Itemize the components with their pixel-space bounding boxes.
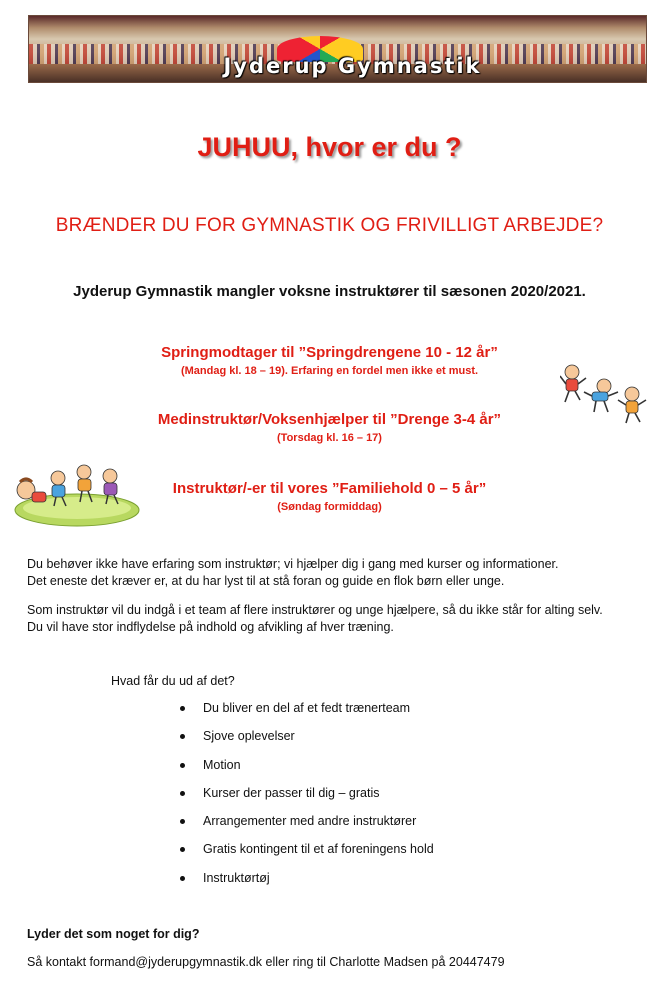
bullet-icon (180, 734, 185, 739)
bullet-icon (180, 819, 185, 824)
team-paragraph (27, 602, 647, 636)
page-subtitle: BRÆNDER DU FOR GYMNASTIK OG FRIVILLIGT ARBEJDE? (55, 215, 604, 236)
list-item-text: Motion (203, 757, 241, 772)
list-item (178, 758, 434, 786)
header-banner (28, 15, 647, 83)
position-detail: (Søndag formiddag) (277, 501, 382, 513)
list-item-text: Kurser der passer til dig – gratis (203, 785, 380, 800)
list-item (178, 701, 434, 729)
intro-paragraph (27, 556, 647, 590)
list-item-text: Arrangementer med andre instruktører (203, 814, 417, 829)
paragraph-line: Du behøver ikke have erfaring som instruktør; vi hjælper dig i gang med kurser og informationer. (27, 557, 559, 571)
list-item (178, 814, 434, 842)
benefits-list (178, 701, 434, 899)
position-detail: (Torsdag kl. 16 – 17) (277, 432, 382, 444)
list-item (178, 786, 434, 814)
bullet-icon (180, 847, 185, 852)
list-item-text: Sjove oplevelser (203, 729, 295, 744)
position-title: Springmodtager til ”Springdrengene 10 - 12 år” (161, 344, 498, 361)
bullet-icon (180, 763, 185, 768)
lead-text: Jyderup Gymnastik mangler voksne instruktører til sæsonen 2020/2021. (73, 283, 586, 300)
benefits-question: Hvad får du ud af det? (111, 674, 235, 688)
paragraph-line: Som instruktør vil du indgå i et team af flere instruktører og unge hjælpere, så du ikke står for alting selv. (27, 603, 603, 617)
list-item (178, 871, 434, 899)
list-item-text: Gratis kontingent til et af foreningens hold (203, 842, 434, 857)
closing-question: Lyder det som noget for dig? (27, 927, 200, 941)
bullet-icon (180, 706, 185, 711)
position-title: Medinstruktør/Voksenhjælper til ”Drenge 3-4 år” (157, 411, 502, 428)
kids-on-mat-icon (12, 452, 142, 532)
page-title: JUHUU, hvor er du ? (197, 132, 462, 162)
bullet-icon (180, 791, 185, 796)
list-item (178, 729, 434, 757)
position-title: Instruktør/-er til vores ”Familiehold 0 – 5 år” (172, 480, 487, 497)
bullet-icon (180, 876, 185, 881)
cartoon-kids-icon (560, 362, 648, 424)
list-item-text: Du bliver en del af et fedt trænerteam (203, 701, 411, 715)
list-item-text: Instruktørtøj (203, 870, 270, 885)
list-item (178, 842, 434, 870)
paragraph-line: Det eneste det kræver er, at du har lyst til at stå foran og guide en flok børn eller unge. (27, 574, 505, 588)
contact-line: Så kontakt formand@jyderupgymnastik.dk eller ring til Charlotte Madsen på 20447479 (27, 955, 505, 969)
paragraph-line: Du vil have stor indflydelse på indhold og afvikling af hver træning. (27, 620, 394, 634)
position-detail: (Mandag kl. 18 – 19). Erfaring en fordel men ikke et must. (180, 365, 479, 377)
banner-title: Jyderup Gymnastik (223, 54, 482, 78)
